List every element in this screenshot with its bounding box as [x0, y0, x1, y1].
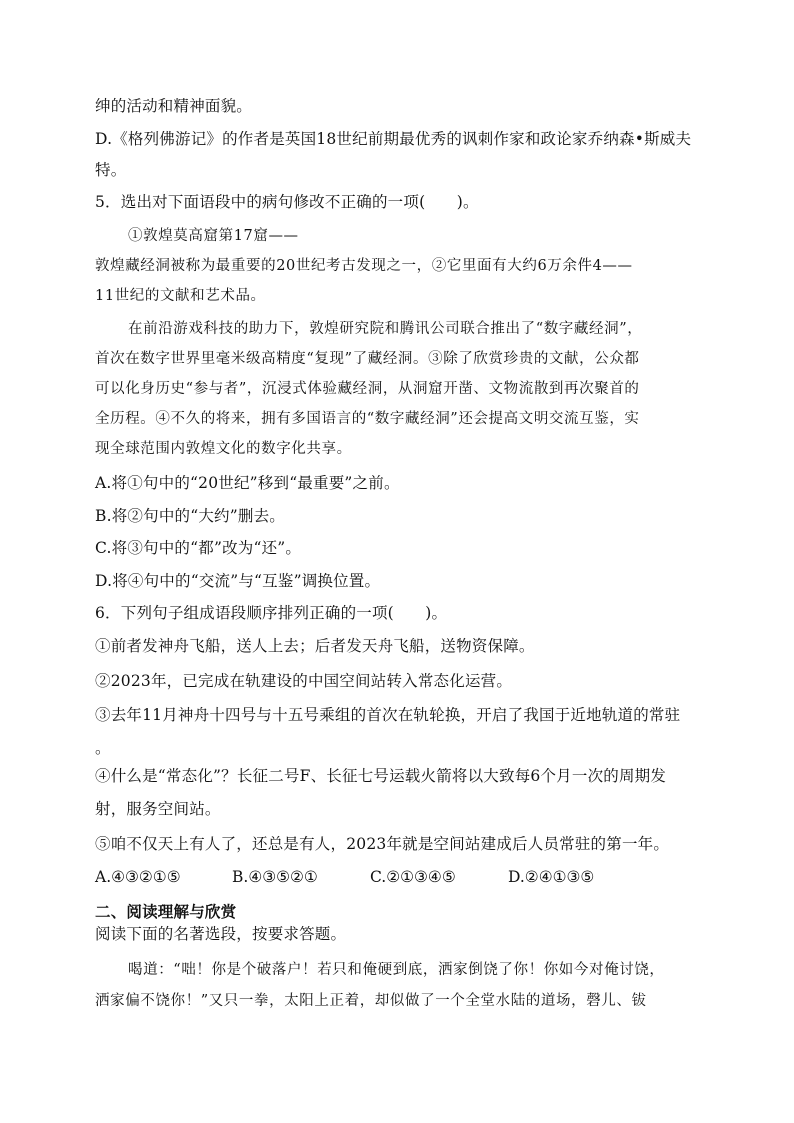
question-5-option-b: B.将②句中的“大约”删去。 — [95, 507, 285, 525]
passage-line: 在前沿游戏科技的助力下，敦煌研究院和腾讯公司联合推出了“数字藏经洞”， — [128, 321, 643, 337]
question-6-option-d: D.②④①③⑤ — [508, 868, 595, 886]
sentence-4: ④什么是“常态化”？长征二号F、长征七号运载火箭将以大致每6个月一次的周期发 — [95, 767, 667, 785]
text-line: 特。 — [95, 161, 127, 179]
passage-line: 全历程。④不久的将来，拥有多国语言的“数字藏经洞”还会提高文明交流互鉴，实 — [95, 411, 640, 427]
question-6-option-a: A.④③②①⑤ — [95, 868, 181, 886]
passage-line: 首次在数字世界里毫米级高精度“复现”了藏经洞。③除了欣赏珍贵的文献，公众都 — [95, 351, 640, 367]
sentence-5: ⑤咱不仅天上有人了，还总是有人，2023年就是空间站建成后人员常驻的第一年。 — [95, 835, 670, 853]
question-6-stem: 6．下列句子组成语段顺序排列正确的一项( )。 — [95, 604, 448, 622]
question-5-option-a: A.将①句中的“20世纪”移到“最重要”之前。 — [95, 474, 400, 492]
passage-line: ①敦煌莫高窟第17窟—— — [128, 228, 299, 244]
passage-line: 敦煌藏经洞被称为最重要的20世纪考古发现之一，②它里面有大约6万余件4—— — [95, 258, 633, 274]
passage-line: 11世纪的文献和艺术品。 — [95, 288, 266, 304]
question-4-option-d: D.《格列佛游记》的作者是英国18世纪前期最优秀的讽刺作家和政论家乔纳森•斯威夫 — [95, 130, 692, 148]
sentence-2: ②2023年，已完成在轨建设的中国空间站转入常态化运营。 — [95, 672, 513, 690]
question-5-stem: 5．选出对下面语段中的病句修改不正确的一项( )。 — [95, 193, 479, 211]
text-line: 射，服务空间站。 — [95, 800, 221, 818]
reading-passage-line: 洒家偏不饶你！”又只一拳，太阳上正着，却似做了一个全堂水陆的道场，磬儿、钹 — [95, 993, 647, 1009]
text-line: 。 — [95, 739, 111, 757]
question-6-option-c: C.②①③④⑤ — [370, 868, 456, 886]
reading-passage-line: 喝道：“咄！你是个破落户！若只和俺硬到底，洒家倒饶了你！你如今对俺讨饶， — [128, 962, 665, 978]
text-line: 绅的活动和精神面貌。 — [95, 97, 253, 115]
sentence-1: ①前者发神舟飞船，送人上去；后者发天舟飞船，送物资保障。 — [95, 637, 535, 655]
section-heading: 二、阅读理解与欣赏 — [95, 903, 237, 921]
question-5-option-d: D.将④句中的“交流”与“互鉴”调换位置。 — [95, 572, 381, 590]
question-6-option-b: B.④③⑤②① — [232, 868, 318, 886]
question-5-option-c: C.将③句中的“都”改为“还”。 — [95, 539, 302, 557]
passage-line: 可以化身历史“参与者”，沉浸式体验藏经洞，从洞窟开凿、文物流散到再次聚首的 — [95, 381, 640, 397]
sentence-3: ③去年11月神舟十四号与十五号乘组的首次在轨轮换，开启了我国于近地轨道的常驻 — [95, 706, 681, 724]
passage-line: 现全球范围内敦煌文化的数字化共享。 — [95, 441, 352, 457]
instruction: 阅读下面的名著选段，按要求答题。 — [95, 925, 347, 943]
